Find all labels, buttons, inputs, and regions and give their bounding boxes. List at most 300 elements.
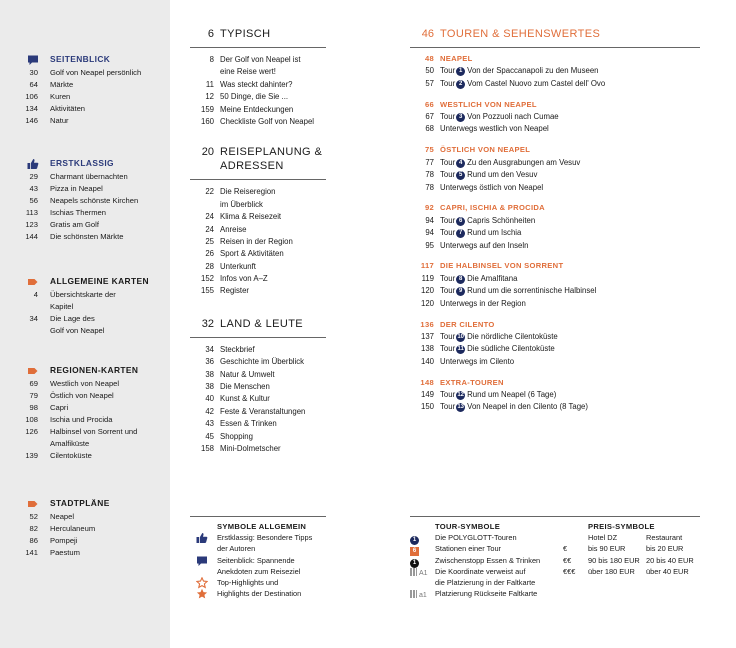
map-icon — [410, 590, 417, 598]
tour-word: Tour — [440, 215, 456, 225]
sidebar-entry[interactable] — [0, 378, 170, 390]
page-number: 113 — [25, 208, 38, 217]
sidebar-entry[interactable] — [0, 79, 170, 91]
chapter-heading[interactable] — [190, 145, 326, 179]
chapter-entry[interactable] — [190, 104, 326, 116]
chapter-entry[interactable] — [190, 236, 326, 248]
page-number: 43 — [205, 419, 214, 429]
chapter-entry[interactable] — [190, 381, 326, 393]
region-heading[interactable] — [410, 260, 700, 272]
tour-entry[interactable] — [410, 182, 700, 194]
page-number: 24 — [205, 212, 214, 222]
page-number: 126 — [25, 427, 38, 436]
sidebar-entry[interactable] — [0, 402, 170, 414]
legend-row — [410, 577, 570, 588]
tour-entry[interactable] — [410, 331, 700, 343]
legend-title: TOUR-SYMBOLE — [435, 522, 501, 531]
tour-entry[interactable] — [410, 227, 700, 239]
tour-entry[interactable] — [410, 157, 700, 169]
tour-entry[interactable] — [410, 215, 700, 227]
chapter-entry[interactable] — [190, 91, 326, 103]
sidebar-entry[interactable] — [0, 195, 170, 207]
page-number: 139 — [25, 451, 38, 460]
entry-label — [440, 356, 514, 368]
tour-number-badge: 2 — [456, 80, 465, 89]
tour-title: Rund um Neapel (6 Tage) — [467, 389, 557, 399]
price-symbol: € — [563, 544, 568, 554]
thumbs-up-icon — [27, 157, 39, 169]
entry-label: Die Menschen — [220, 382, 270, 392]
chapter-rule — [190, 337, 326, 338]
group-gap — [410, 310, 700, 319]
sidebar-entry[interactable] — [0, 313, 170, 325]
page-number: 12 — [205, 92, 214, 102]
page-number: 86 — [29, 536, 38, 545]
entry-label: Mini-Dolmetscher — [220, 443, 281, 453]
entry-label — [440, 298, 526, 310]
tour-word: Tour — [440, 273, 456, 283]
legend-row — [410, 543, 570, 554]
region-title: WESTLICH VON NEAPEL — [440, 99, 537, 109]
region-heading[interactable] — [410, 53, 700, 65]
entry-label: Kapitel — [50, 302, 74, 311]
chapter-entry[interactable] — [190, 406, 326, 418]
tour-entry[interactable] — [410, 285, 700, 297]
tour-title: Unterwegs östlich von Neapel — [440, 182, 544, 192]
tour-title: Rund um die sorrentinische Halbinsel — [467, 286, 597, 296]
entry-label: Cilentoküste — [50, 451, 92, 460]
entry-label — [440, 343, 555, 355]
legend-row — [195, 577, 335, 588]
tour-number-badge: 12 — [457, 391, 465, 398]
sidebar-section-title: REGIONEN-KARTEN — [50, 365, 139, 375]
page-number: 120 — [420, 298, 434, 308]
legend-divider-left — [190, 516, 326, 517]
entry-label: Reisen in der Region — [220, 236, 293, 246]
page-number: 48 — [424, 54, 434, 63]
region-heading[interactable] — [410, 319, 700, 331]
sidebar-section — [0, 53, 170, 127]
chapter-entry[interactable] — [190, 116, 326, 128]
page-number: 28 — [205, 261, 214, 271]
page-number: 160 — [200, 116, 214, 126]
page-number: 29 — [29, 172, 38, 181]
entry-label — [440, 111, 559, 123]
symbol-text: a1 — [419, 592, 427, 600]
page-number: 34 — [29, 314, 38, 323]
tour-entry[interactable] — [410, 356, 700, 368]
entry-label — [440, 273, 517, 285]
legend-row — [195, 543, 335, 554]
entry-label: Infos von A–Z — [220, 274, 268, 284]
page-number: 155 — [200, 286, 214, 296]
entry-label: Pompeji — [50, 536, 78, 545]
entry-label: Register — [220, 286, 250, 296]
tour-title: Unterwegs auf den Inseln — [440, 240, 529, 250]
map-icon — [410, 568, 417, 576]
tour-number-badge: 13 — [457, 404, 465, 411]
entry-label: Die schönsten Märkte — [50, 232, 124, 241]
entry-label: Unterkunft — [220, 261, 256, 271]
sidebar-entry[interactable] — [0, 547, 170, 559]
chapter-entry[interactable] — [190, 418, 326, 430]
page-number: 149 — [420, 389, 434, 399]
sidebar-entry[interactable] — [0, 301, 170, 313]
page-number: 137 — [420, 331, 434, 341]
legend-text: die Platzierung in der Faltkarte — [435, 577, 536, 587]
chapter-entry[interactable] — [190, 79, 326, 91]
tour-word: Tour — [440, 286, 456, 296]
region-title: NEAPEL — [440, 54, 473, 63]
entry-label — [440, 78, 605, 90]
entry-label: Halbinsel von Sorrent und — [50, 427, 138, 436]
legend-row — [563, 543, 703, 554]
page-number: 56 — [29, 196, 38, 205]
entry-label: Checkliste Golf von Neapel — [220, 116, 315, 126]
sidebar-section — [0, 497, 170, 559]
chapter-gap — [190, 298, 326, 317]
page-number: 123 — [25, 220, 38, 229]
page-number: 120 — [420, 286, 434, 296]
entry-label: Kuren — [50, 92, 71, 101]
tag-icon — [27, 364, 39, 376]
page-number: 75 — [424, 145, 434, 155]
tour-title: Rund um Ischia — [467, 228, 522, 238]
chapter-entry[interactable] — [190, 344, 326, 356]
page-number: 69 — [29, 379, 38, 388]
chapter-entry[interactable] — [190, 248, 326, 260]
legend-text: Highlights der Destination — [217, 589, 302, 599]
entry-label — [440, 215, 535, 227]
entry-label — [440, 182, 543, 194]
page-number: 22 — [205, 187, 214, 197]
grid-coordinate-symbol — [410, 589, 427, 601]
symbol-text: 1 — [410, 559, 419, 568]
legend-tour — [410, 521, 570, 599]
star-outline-icon — [196, 577, 208, 589]
thumbs-up-icon — [196, 532, 208, 544]
legend-text: Die Koordinate verweist auf — [435, 566, 526, 576]
sidebar-entry[interactable] — [0, 438, 170, 450]
page-number: 136 — [420, 319, 434, 329]
chapter-entry[interactable] — [190, 199, 326, 211]
page-number: 144 — [25, 232, 38, 241]
tour-entry[interactable] — [410, 389, 700, 401]
page-number: 67 — [425, 112, 434, 122]
entry-label — [440, 169, 537, 181]
page-number: 150 — [420, 402, 434, 412]
sidebar-entry[interactable] — [0, 390, 170, 402]
chapter-entry[interactable] — [190, 443, 326, 455]
tour-title: Die Amalfitana — [467, 273, 518, 283]
hotel-price: 90 bis 180 EUR — [588, 555, 640, 565]
page-number: 119 — [421, 273, 434, 283]
legend-row — [195, 588, 335, 599]
legend-text: der Autoren — [217, 544, 256, 554]
chapter-title: TYPISCH — [220, 28, 271, 40]
chapter-rule — [410, 47, 700, 48]
chapter-entry[interactable] — [190, 54, 326, 66]
tour-title: Unterwegs im Cilento — [440, 356, 515, 366]
page-number: 152 — [200, 274, 214, 284]
chapter-gap — [190, 128, 326, 145]
legend-row — [195, 566, 335, 577]
sidebar-entry[interactable] — [0, 103, 170, 115]
sidebar-section-heading — [0, 497, 170, 509]
chapter-entry[interactable] — [190, 261, 326, 273]
entry-label — [440, 401, 588, 413]
legend-title: SYMBOLE ALLGEMEIN — [217, 522, 307, 531]
page-number: 26 — [205, 249, 214, 259]
tour-word: Tour — [440, 331, 456, 341]
page-number: 106 — [25, 92, 38, 101]
chapter-entry[interactable] — [190, 369, 326, 381]
tour-entry[interactable] — [410, 123, 700, 135]
entry-label: Anreise — [220, 224, 247, 234]
tour-number-badge: 6 — [456, 217, 465, 226]
tour-entry[interactable] — [410, 111, 700, 123]
page-number: 52 — [29, 512, 38, 521]
symbol-text: 6 — [410, 547, 419, 556]
chapter-entry[interactable] — [190, 393, 326, 405]
entry-label: Was steckt dahinter? — [220, 79, 293, 89]
tour-word: Tour — [440, 157, 456, 167]
speech-bubble-icon — [196, 555, 208, 567]
sidebar-entry[interactable] — [0, 450, 170, 462]
legend-text: Anekdoten zum Reiseziel — [217, 566, 301, 576]
page-number: 50 — [425, 66, 434, 76]
sidebar-entry[interactable] — [0, 535, 170, 547]
tour-title: Rund um den Vesuv — [467, 170, 538, 180]
page-number: 117 — [420, 261, 434, 271]
legend-text: Top-Highlights und — [217, 577, 279, 587]
sidebar-entry[interactable] — [0, 115, 170, 127]
chapter-title: LAND & LEUTE — [220, 317, 304, 330]
tours-column — [410, 27, 700, 414]
entry-label: Märkte — [50, 80, 74, 89]
tag-icon — [27, 275, 39, 287]
entry-label: Capri — [50, 403, 69, 412]
legend-row — [410, 555, 570, 566]
chapter-entry[interactable] — [190, 431, 326, 443]
tour-number-badge: 10 — [457, 333, 465, 340]
tour-entry[interactable] — [410, 240, 700, 252]
chapters-column — [190, 27, 326, 474]
tour-word: Tour — [440, 344, 456, 354]
region-heading[interactable] — [410, 202, 700, 214]
entry-label: Natur & Umwelt — [220, 369, 275, 379]
page-number: 11 — [205, 79, 214, 89]
sidebar-entry[interactable] — [0, 183, 170, 195]
page-number: 8 — [209, 55, 214, 64]
entry-label: Essen & Trinken — [220, 419, 277, 429]
tour-entry[interactable] — [410, 169, 700, 181]
chapter-heading[interactable] — [190, 27, 326, 47]
tour-title: Von der Spaccanapoli zu den Museen — [467, 66, 599, 76]
region-heading[interactable] — [410, 144, 700, 156]
sidebar-entry[interactable] — [0, 219, 170, 231]
legend-row — [563, 566, 703, 577]
sidebar-entry[interactable] — [0, 171, 170, 183]
entry-label: Shopping — [220, 431, 253, 441]
page-number: 141 — [25, 548, 38, 557]
chapter-heading[interactable] — [190, 317, 326, 337]
tour-title: Unterwegs in der Region — [440, 298, 526, 308]
entry-label: Der Golf von Neapel ist — [220, 55, 301, 64]
page-number: 38 — [205, 382, 214, 392]
group-gap — [410, 90, 700, 99]
page-number: 77 — [425, 157, 434, 167]
sidebar-entry[interactable] — [0, 231, 170, 243]
tour-title: Vom Castel Nuovo zum Castel dell' Ovo — [467, 78, 606, 88]
chapter-entry[interactable] — [190, 273, 326, 285]
tour-number-badge: 4 — [456, 159, 465, 168]
sidebar-entry[interactable] — [0, 426, 170, 438]
page-number: 158 — [200, 443, 214, 453]
column-header-restaurant: Restaurant — [646, 533, 683, 543]
chapter-entry[interactable] — [190, 211, 326, 223]
sidebar-entry[interactable] — [0, 91, 170, 103]
sidebar-entry[interactable] — [0, 67, 170, 79]
tour-entry[interactable] — [410, 298, 700, 310]
entry-label: 50 Dinge, die Sie ... — [220, 92, 289, 102]
region-title: ÖSTLICH VON NEAPEL — [440, 145, 531, 155]
chapter-entry[interactable] — [190, 285, 326, 297]
entry-label: Meine Entdeckungen — [220, 104, 294, 114]
tour-entry[interactable] — [410, 273, 700, 285]
page-number: 42 — [205, 406, 214, 416]
chapter-block — [190, 317, 326, 475]
chapter-title: ADRESSEN — [220, 160, 284, 173]
page-number: 134 — [25, 104, 38, 113]
restaurant-price: über 40 EUR — [646, 566, 689, 576]
entry-label: Die Reiseregion — [220, 187, 276, 197]
legend-row — [410, 532, 570, 543]
entry-label: Amalfiküste — [50, 439, 90, 448]
chapter-entry[interactable] — [190, 66, 326, 78]
legend-text: Platzierung Rückseite Faltkarte — [435, 589, 538, 599]
sidebar-section-title: STADTPLÄNE — [50, 498, 110, 508]
hotel-price: über 180 EUR — [588, 566, 635, 576]
page-number: 45 — [205, 431, 214, 441]
tour-title: Unterwegs westlich von Neapel — [440, 124, 549, 134]
tour-title: Zu den Ausgrabungen am Vesuv — [467, 157, 581, 167]
chapter-gap — [190, 455, 326, 474]
page-number: 148 — [420, 377, 434, 387]
legend-row — [410, 566, 570, 577]
entry-label: Aktivitäten — [50, 104, 86, 113]
legend-row — [563, 555, 703, 566]
chapter-page-number: 46 — [421, 28, 434, 40]
column-header-hotel: Hotel DZ — [588, 533, 618, 543]
legend-row — [410, 588, 570, 599]
tour-number-badge: 5 — [456, 171, 465, 180]
chapter-page-number: 20 — [201, 146, 214, 159]
region-title: DER CILENTO — [440, 319, 495, 329]
tour-entry[interactable] — [410, 78, 700, 90]
legend-text: Die POLYGLOTT-Touren — [435, 533, 517, 543]
tours-heading[interactable] — [410, 27, 700, 47]
entry-label — [440, 331, 558, 343]
tour-entry[interactable] — [410, 401, 700, 413]
chapter-page-number: 6 — [207, 28, 214, 40]
price-symbol: €€€ — [563, 566, 576, 576]
page-number: 78 — [425, 170, 434, 180]
sidebar-entry[interactable] — [0, 325, 170, 337]
restaurant-price: 20 bis 40 EUR — [646, 555, 694, 565]
chapter-block — [190, 27, 326, 145]
tour-title: Die nördliche Cilentoküste — [467, 331, 558, 341]
sidebar-section — [0, 275, 170, 337]
page-number: 159 — [200, 104, 214, 114]
entry-label: Östlich von Neapel — [50, 391, 114, 400]
entry-label: Westlich von Neapel — [50, 379, 120, 388]
sidebar-entry[interactable] — [0, 414, 170, 426]
region-heading[interactable] — [410, 99, 700, 111]
page-number: 4 — [33, 290, 38, 299]
page-number: 82 — [29, 524, 38, 533]
group-gap — [410, 252, 700, 261]
page-number: 95 — [425, 240, 434, 250]
entry-label: Ischias Thermen — [50, 208, 106, 217]
sidebar-entry[interactable] — [0, 207, 170, 219]
group-gap — [410, 194, 700, 203]
chapter-entry[interactable] — [190, 224, 326, 236]
tour-word: Tour — [440, 66, 456, 76]
entry-label — [440, 227, 521, 239]
tour-title: Die südliche Cilentoküste — [467, 344, 555, 354]
chapter-page-number: 32 — [201, 317, 214, 330]
legend-price — [563, 521, 703, 577]
legend-header-row — [563, 532, 703, 543]
tour-entry[interactable] — [410, 343, 700, 355]
chapter-entry[interactable] — [190, 356, 326, 368]
entry-label: Neapels schönste Kirchen — [50, 196, 139, 205]
sidebar-entry[interactable] — [0, 289, 170, 301]
sidebar-entry[interactable] — [0, 523, 170, 535]
page-number: 36 — [205, 357, 214, 367]
region-heading[interactable] — [410, 377, 700, 389]
tour-title: Von Pozzuoli nach Cumae — [467, 112, 559, 122]
entry-label — [440, 65, 599, 77]
page-number: 24 — [205, 224, 214, 234]
entry-label — [440, 389, 556, 401]
entry-label — [440, 285, 596, 297]
symbol-text: 1 — [410, 536, 419, 545]
page-number: 40 — [205, 394, 214, 404]
legend-divider-right — [410, 516, 700, 517]
sidebar-entry[interactable] — [0, 511, 170, 523]
entry-label: Die Lage des — [50, 314, 95, 323]
legend-text: Seitenblick: Spannende — [217, 555, 295, 565]
entry-label: Gratis am Golf — [50, 220, 99, 229]
chapter-entry[interactable] — [190, 186, 326, 198]
tour-number-badge: 3 — [456, 113, 465, 122]
chapter-block — [190, 145, 326, 317]
entry-label: Herculaneum — [50, 524, 96, 533]
entry-label: Paestum — [50, 548, 80, 557]
tour-entry[interactable] — [410, 65, 700, 77]
sidebar-section-heading — [0, 364, 170, 376]
symbol-text: A1 — [419, 569, 428, 577]
entry-label: Neapel — [50, 512, 75, 521]
sidebar-section-heading — [0, 53, 170, 65]
page-number: 94 — [425, 228, 434, 238]
page-number: 68 — [425, 124, 434, 134]
tour-word: Tour — [440, 389, 456, 399]
tag-icon — [27, 497, 39, 509]
sidebar-section — [0, 364, 170, 462]
